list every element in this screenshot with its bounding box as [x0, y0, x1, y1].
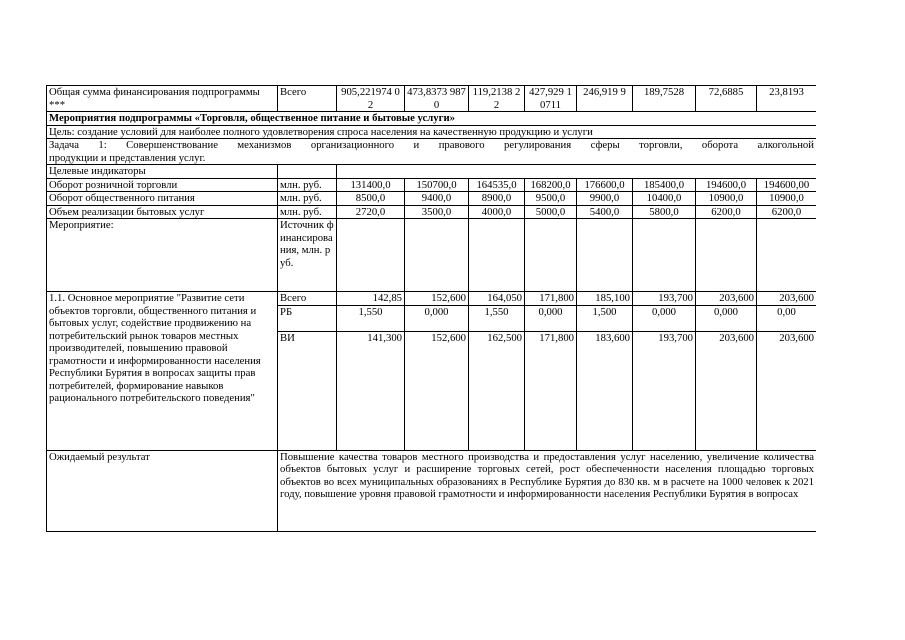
indicator-value: 9400,0: [405, 192, 469, 206]
indicator-value: 9900,0: [577, 192, 633, 206]
measure-value: 152,600: [405, 292, 469, 306]
measure-value: 0,00: [757, 305, 817, 331]
indicators-header-row: [47, 165, 817, 179]
indicator-value: 9500,0: [525, 192, 577, 206]
indicator-value: 8500,0: [337, 192, 405, 206]
empty-cell: [337, 219, 405, 292]
measure-value: 0,000: [696, 305, 757, 331]
measure-value: 193,700: [633, 331, 696, 450]
empty-cell: [405, 219, 469, 292]
total-value: 427,929 10711: [525, 86, 577, 112]
measure-value: 164,050: [469, 292, 525, 306]
source-header: Источник финансирования, млн. руб.: [278, 219, 337, 292]
indicator-unit: млн. руб.: [278, 192, 337, 206]
measure-value: 0,000: [633, 305, 696, 331]
total-value: 189,7528: [633, 86, 696, 112]
measure-value: 0,000: [405, 305, 469, 331]
indicator-value: 5400,0: [577, 205, 633, 219]
indicator-row: [47, 178, 817, 192]
indicator-value: 8900,0: [469, 192, 525, 206]
total-value: 905,221974 02: [337, 86, 405, 112]
indicator-row: [47, 192, 817, 206]
measure-value: 203,600: [757, 292, 817, 306]
measure-header-row: [47, 219, 817, 292]
indicator-value: 5800,0: [633, 205, 696, 219]
total-source: Всего: [278, 86, 337, 112]
indicator-value: 3500,0: [405, 205, 469, 219]
goal-text: Цель: создание условий для наиболее полного удовлетворения спроса населения на качественную продукцию и услуги: [47, 125, 817, 139]
measure-source: Всего: [278, 292, 337, 306]
measure-source: РБ: [278, 305, 337, 331]
indicator-value: 176600,0: [577, 178, 633, 192]
measure-value: 183,600: [577, 331, 633, 450]
total-row: [47, 86, 817, 112]
measure-source: ВИ: [278, 331, 337, 450]
measure-value: 162,500: [469, 331, 525, 450]
measure-value: 203,600: [696, 292, 757, 306]
indicator-value: 10400,0: [633, 192, 696, 206]
indicator-value: 168200,0: [525, 178, 577, 192]
empty-cell: [696, 219, 757, 292]
section-title-row: [47, 112, 817, 126]
measure-value: 193,700: [633, 292, 696, 306]
indicator-value: 185400,0: [633, 178, 696, 192]
indicators-label: Целевые индикаторы: [47, 165, 278, 179]
total-value: 246,919 9: [577, 86, 633, 112]
measure-value: 1,550: [337, 305, 405, 331]
indicator-value: 4000,0: [469, 205, 525, 219]
expected-result-text: Повышение качества товаров местного производства и предоставления услуг населению, увеличение количества объектов бытовых услуг и расширение торговых сетей, рост обеспеченности населения площадью торговых объектов во всех муниципальных образованиях в Республике Бурятия до 830 кв. м в расчете на 1000 человек к 2021 году, повышение уровня правовой грамотности и информированности населения Республики Бурятия в вопросах: [278, 450, 817, 531]
indicator-value: 131400,0: [337, 178, 405, 192]
empty-cell: [525, 219, 577, 292]
indicator-label: Объем реализации бытовых услуг: [47, 205, 278, 219]
total-label: Общая сумма финансирования подпрограммы ***: [47, 86, 278, 112]
indicator-value: 5000,0: [525, 205, 577, 219]
total-value: 72,6885: [696, 86, 757, 112]
task-line: продукции и представления услуг.: [49, 151, 206, 164]
measure-label: Мероприятие:: [47, 219, 278, 292]
indicator-unit: млн. руб.: [278, 205, 337, 219]
indicator-value: 10900,0: [757, 192, 817, 206]
measure-value: 141,300: [337, 331, 405, 450]
empty-cell: [469, 219, 525, 292]
total-value: 119,2138 22: [469, 86, 525, 112]
indicator-value: 6200,0: [757, 205, 817, 219]
goal-row: [47, 125, 817, 139]
measure-value: 185,100: [577, 292, 633, 306]
indicator-value: 194600,0: [696, 178, 757, 192]
indicator-value: 6200,0: [696, 205, 757, 219]
indicator-value: 150700,0: [405, 178, 469, 192]
empty-cell: [757, 219, 817, 292]
measure-value: 203,600: [696, 331, 757, 450]
main-measure-label: 1.1. Основное мероприятие "Развитие сети объектов торговли, общественного питания и бытовых услуг, содействие продвижению на потребительский рынок товаров местных производителей, повышению правовой грамотности и информированности населения Республики Бурятия в вопросах защиты прав потребителей, формирование навыков рационального потребительского поведения": [47, 292, 278, 451]
empty-cell: [577, 219, 633, 292]
measure-value: 203,600: [757, 331, 817, 450]
expected-result-row: [47, 450, 817, 531]
measure-value: 152,600: [405, 331, 469, 450]
indicator-label: Оборот общественного питания: [47, 192, 278, 206]
empty-cell: [278, 165, 337, 179]
expected-result-label: Ожидаемый результат: [47, 450, 278, 531]
measure-value: 1,550: [469, 305, 525, 331]
task-row: [47, 139, 817, 165]
indicator-value: 10900,0: [696, 192, 757, 206]
document-page: [46, 85, 816, 565]
task-text: [47, 139, 817, 165]
indicator-value: 194600,00: [757, 178, 817, 192]
empty-cell: [337, 165, 817, 179]
indicator-value: 2720,0: [337, 205, 405, 219]
financing-table: [46, 85, 816, 532]
measure-row-total: [47, 292, 817, 306]
measure-value: 171,800: [525, 331, 577, 450]
section-title: Мероприятия подпрограммы «Торговля, общественное питание и бытовые услуги»: [47, 112, 817, 126]
indicator-unit: млн. руб.: [278, 178, 337, 192]
measure-value: 142,85: [337, 292, 405, 306]
total-value: 473,8373 9870: [405, 86, 469, 112]
empty-cell: [633, 219, 696, 292]
indicator-value: 164535,0: [469, 178, 525, 192]
indicator-row: [47, 205, 817, 219]
measure-value: 0,000: [525, 305, 577, 331]
measure-value: 1,500: [577, 305, 633, 331]
task-line: Задача 1: Совершенствование механизмов организационного и правового регулирования сферы торговли, оборота алкогольной: [49, 139, 814, 151]
indicator-label: Оборот розничной торговли: [47, 178, 278, 192]
total-value: 23,8193: [757, 86, 817, 112]
measure-value: 171,800: [525, 292, 577, 306]
